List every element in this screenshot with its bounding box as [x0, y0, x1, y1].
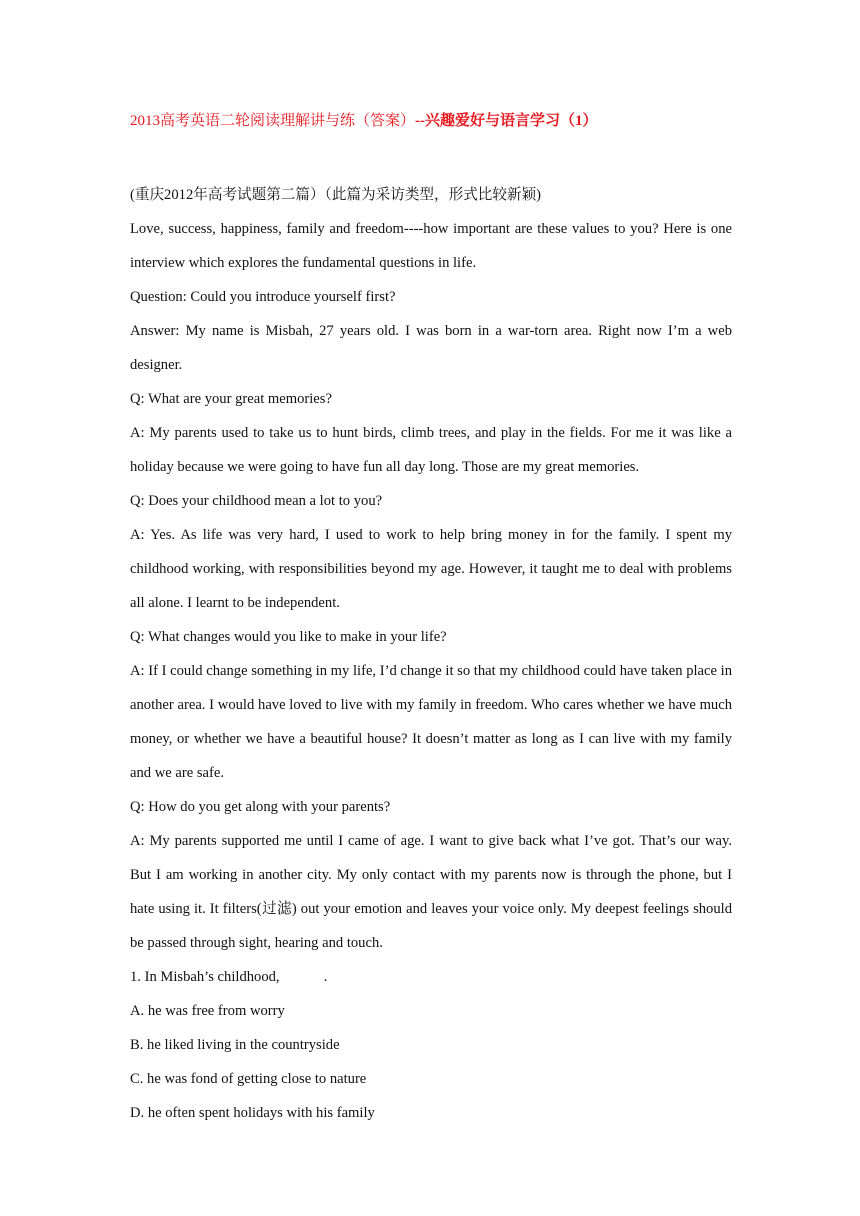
document-title — [130, 108, 732, 134]
interview-answer-3: A: Yes. As life was very hard, I used to work to help bring money in for the family. I spent my childhood working, with responsibilities beyond my age. However, it taught me to deal with problems all alone. I learnt to be independent. — [130, 527, 732, 611]
interview-answer-2: A: My parents used to take us to hunt birds, climb trees, and play in the fields. For me it was like a holiday because we were going to have fun all day long. Those are my great memories. — [130, 425, 732, 475]
document-body — [130, 108, 732, 1130]
interview-question-4: Q: What changes would you like to make in your life? — [130, 629, 447, 645]
question-stem-text: 1. In Misbah’s childhood, — [130, 969, 280, 985]
option-d: D. he often spent holidays with his family — [130, 1105, 375, 1121]
title-topic: --兴趣爱好与语言学习（1） — [415, 113, 598, 129]
option-c: C. he was fond of getting close to nature — [130, 1071, 367, 1087]
question-stem — [130, 960, 732, 994]
intro-paragraph: Love, success, happiness, family and freedom----how important are these values to you? Here is one interview which explores the fundamental questions in life. — [130, 221, 732, 271]
question-stem-end: . — [323, 969, 328, 985]
option-b: B. he liked living in the countryside — [130, 1037, 340, 1053]
title-main: 2013高考英语二轮阅读理解讲与练（答案） — [130, 113, 416, 129]
interview-question-2: Q: What are your great memories? — [130, 391, 332, 407]
interview-question-1: Question: Could you introduce yourself first? — [130, 289, 396, 305]
source-note: (重庆2012年高考试题第二篇）（此篇为采访类型，形式比较新颖) — [130, 187, 542, 203]
interview-answer-1: Answer: My name is Misbah, 27 years old. I was born in a war-torn area. Right now I’m a web designer. — [130, 323, 732, 373]
interview-question-3: Q: Does your childhood mean a lot to you? — [130, 493, 383, 509]
interview-answer-4: A: If I could change something in my life, I’d change it so that my childhood could have taken place in another area. I would have loved to live with my family in freedom. Who cares whether we have much money, or whether we have a beautiful house? It doesn’t matter as long as I can live with my family and we are safe. — [130, 663, 732, 781]
interview-answer-5: A: My parents supported me until I came of age. I want to give back what I’ve got. That’s our way. But I am working in another city. My only contact with my parents now is through the phone, but I hate using it. It filters(过滤) out your emotion and leaves your voice only. My deepest feelings should be passed through sight, hearing and touch. — [130, 833, 732, 951]
option-a: A. he was free from worry — [130, 1003, 285, 1019]
interview-question-5: Q: How do you get along with your parents? — [130, 799, 391, 815]
